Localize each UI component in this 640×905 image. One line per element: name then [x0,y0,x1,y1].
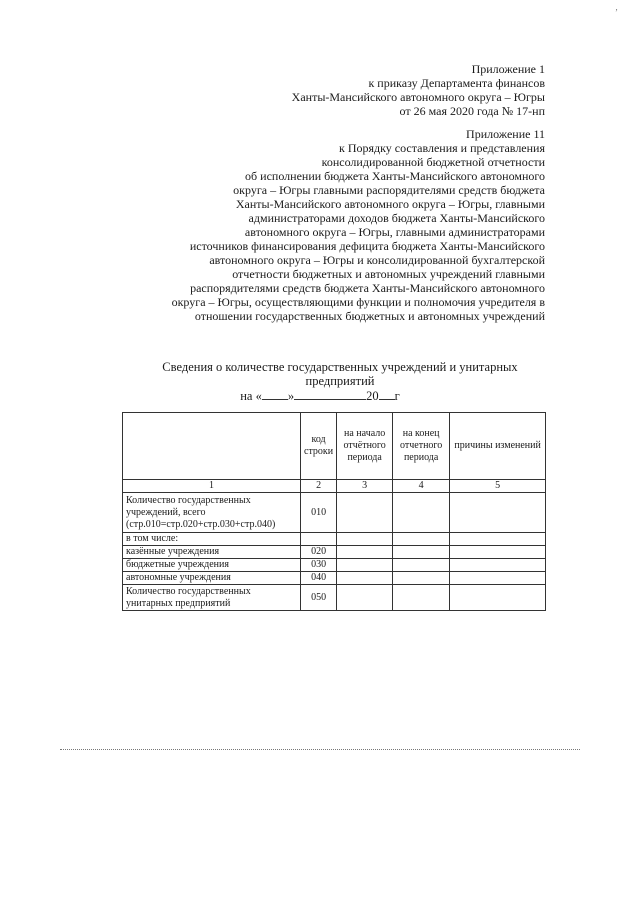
table-row [123,572,546,585]
appendix-11-line: к Порядку составления и представления [339,141,545,155]
row-code: 010 [301,493,337,533]
day-blank[interactable] [262,389,288,400]
appendix-11-line: отчетности бюджетных и автономных учреждений главными [232,267,545,281]
appendix-1-line: к приказу Департамента финансов [368,76,545,90]
table-row [123,585,546,611]
title-line-1: Сведения о количестве государственных учреждений и унитарных [162,360,518,374]
column-number-row [123,480,546,493]
cell-end[interactable] [393,546,450,559]
cell-reasons[interactable] [450,559,546,572]
header-end: на конец отчетного периода [393,413,450,480]
appendix-11-line: консолидированной бюджетной отчетности [321,155,545,169]
page-footer-divider [60,749,580,750]
appendix-11-line: автономного округа – Югры, главными администраторами [244,225,545,239]
table-row [123,546,546,559]
row-name: в том числе: [123,533,301,546]
row-code: 030 [301,559,337,572]
table-header-row [123,413,546,480]
appendix-11-line: Ханты-Мансийского автономного округа – Югры, главными [235,197,545,211]
corner-mark: ‚ [615,2,618,12]
row-name: бюджетные учреждения [123,559,301,572]
cell-start[interactable] [337,533,393,546]
cell-end[interactable] [393,572,450,585]
cell-end[interactable] [393,493,450,533]
year-prefix: 20 [366,389,379,403]
header-reasons: причины изменений [450,413,546,480]
cell-reasons[interactable] [450,533,546,546]
row-code: 040 [301,572,337,585]
date-suffix: г [394,389,400,403]
table-row [123,559,546,572]
appendix-11-line: округа – Югры, осуществляющими функции и полномочия учредителя в [171,295,545,309]
appendix-11-line: администраторами доходов бюджета Ханты-Мансийского [248,211,545,225]
appendix-11-line: распорядителями средств бюджета Ханты-Мансийского автономного [190,281,545,295]
date-prefix: на « [240,389,262,403]
cell-reasons[interactable] [450,546,546,559]
row-code: 020 [301,546,337,559]
table-row [123,533,546,546]
row-name: Количество государственных учреждений, всего (стр.010=стр.020+стр.030+стр.040) [123,493,301,533]
cell-end[interactable] [393,559,450,572]
report-date-line [0,389,640,404]
cell-end[interactable] [393,585,450,611]
header-start: на начало отчётного периода [337,413,393,480]
appendix-11-line: об исполнении бюджета Ханты-Мансийского автономного [245,169,545,183]
column-number: 2 [301,480,337,493]
column-number: 1 [123,480,301,493]
year-blank[interactable] [379,389,395,400]
cell-reasons[interactable] [450,585,546,611]
row-name: казённые учреждения [123,546,301,559]
cell-start[interactable] [337,572,393,585]
month-blank[interactable] [294,389,366,400]
row-name: автономные учреждения [123,572,301,585]
appendix-11-line: Приложение 11 [466,127,545,141]
appendix-1-line: от 26 мая 2020 года № 17-нп [399,104,545,118]
column-number: 5 [450,480,546,493]
cell-start[interactable] [337,493,393,533]
cell-start[interactable] [337,559,393,572]
column-number: 3 [337,480,393,493]
appendix-1-line: Приложение 1 [471,62,545,76]
header-name [123,413,301,480]
cell-reasons[interactable] [450,493,546,533]
appendix-11-line: источников финансирования дефицита бюджета Ханты-Мансийского [189,239,545,253]
appendix-11-line: округа – Югры главными распорядителями средств бюджета [233,183,545,197]
row-code: 050 [301,585,337,611]
institutions-table [122,412,546,611]
header-code: код строки [301,413,337,480]
appendix-1-line: Ханты-Мансийского автономного округа – Югры [291,90,545,104]
row-code [301,533,337,546]
cell-start[interactable] [337,585,393,611]
appendix-11-header [172,127,545,323]
appendix-11-line: отношении государственных бюджетных и автономных учреждений [194,309,545,323]
cell-start[interactable] [337,546,393,559]
column-number: 4 [393,480,450,493]
cell-end[interactable] [393,533,450,546]
cell-reasons[interactable] [450,572,546,585]
title-line-2: предприятий [305,374,375,388]
appendix-1-header [292,62,545,118]
appendix-11-line: автономного округа – Югры и консолидированной бухгалтерской [209,253,545,267]
date-mid: » [287,389,295,403]
table-row [123,493,546,533]
document-title [150,360,530,388]
row-name: Количество государственных унитарных предприятий [123,585,301,611]
